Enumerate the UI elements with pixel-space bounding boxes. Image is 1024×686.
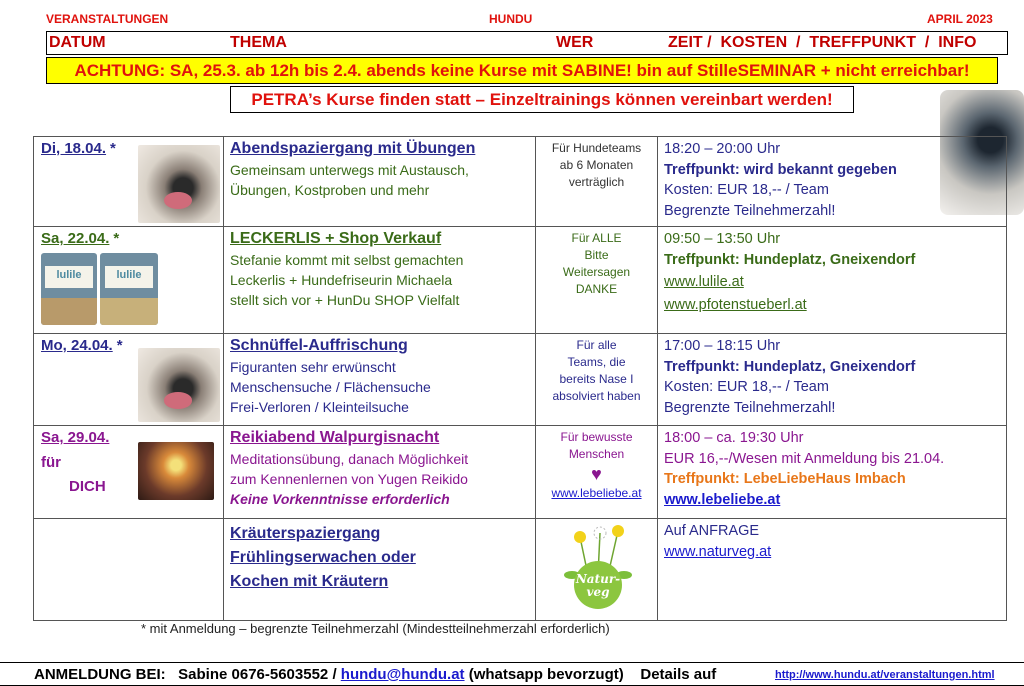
table-row xyxy=(34,426,1007,519)
audience-line: Für ALLE xyxy=(571,231,622,245)
who-cell xyxy=(536,334,658,426)
description-line: Figuranten sehr erwünscht xyxy=(230,359,396,375)
description-line: Meditationsübung, danach Möglichkeit xyxy=(230,451,469,467)
description-line: Gemeinsam unterwegs mit Austausch, xyxy=(230,162,469,178)
pfotenstueberl-link[interactable]: www.pfotenstueberl.at xyxy=(664,296,807,313)
theme-cell xyxy=(224,227,536,334)
date-cell xyxy=(34,334,224,426)
event-info xyxy=(664,229,1006,315)
dog-photo xyxy=(138,348,220,422)
lulile-link[interactable]: www.lulile.at xyxy=(664,274,744,290)
participant-limit: Begrenzte Teilnehmerzahl! xyxy=(664,202,836,219)
naturveg-link[interactable]: www.naturveg.at xyxy=(664,543,772,560)
title-line: Frühlingserwachen oder xyxy=(230,549,416,566)
event-info xyxy=(664,336,1006,418)
meeting-point: Treffpunkt: Hundeplatz, Gneixendorf xyxy=(664,358,916,375)
date-cell xyxy=(34,137,224,227)
meeting-point: Treffpunkt: LebeLiebeHaus Imbach xyxy=(664,471,906,487)
event-info xyxy=(664,428,1006,510)
info-cell xyxy=(658,426,1007,519)
who-cell xyxy=(536,137,658,227)
petra-notice: PETRA’s Kurse finden statt – Einzeltrainings können vereinbart werden! xyxy=(230,86,854,113)
theme-cell xyxy=(224,426,536,519)
audience-text xyxy=(536,429,657,502)
info-cell xyxy=(658,334,1007,426)
audience-line: DANKE xyxy=(575,282,618,296)
audience-line: Teams, die xyxy=(567,355,626,369)
description-line: Übungen, Kostproben und mehr xyxy=(230,182,430,198)
theme-cell xyxy=(224,334,536,426)
event-title xyxy=(230,522,535,594)
meeting-point: Treffpunkt: wird bekannt gegeben xyxy=(664,161,897,178)
who-cell xyxy=(536,426,658,519)
who-cell xyxy=(536,227,658,334)
audience-text xyxy=(536,337,657,405)
event-cost: Kosten: EUR 18,-- / Team xyxy=(664,182,829,198)
dich-label: DICH xyxy=(69,478,106,495)
event-title: Schnüffel-Auffrischung xyxy=(230,337,408,354)
warning-notice: ACHTUNG: SA, 25.3. ab 12h bis 2.4. abends keine Kurse mit SABINE! bin auf StilleSEMINAR + nicht erreichbar! xyxy=(46,57,998,84)
table-row xyxy=(34,519,1007,621)
heart-icon: ♥ xyxy=(591,464,602,484)
audience-line: bereits Nase I xyxy=(559,372,634,386)
event-info xyxy=(664,139,1006,221)
who-cell xyxy=(536,519,658,621)
event-date: Mo, 24.04. xyxy=(41,337,113,354)
events-table xyxy=(33,136,1007,621)
jar-label: lulile xyxy=(45,266,92,288)
table-row xyxy=(34,137,1007,227)
registration-label: ANMELDUNG BEI: Sabine 0676-5603552 / xyxy=(34,666,341,683)
treats-jar-photo xyxy=(41,253,97,325)
for-label: für xyxy=(41,454,61,471)
participant-limit: Begrenzte Teilnehmerzahl! xyxy=(664,399,836,416)
asterisk-mark: * xyxy=(113,230,120,247)
table-row xyxy=(34,334,1007,426)
event-time: 18:00 – ca. 19:30 Uhr xyxy=(664,430,804,446)
candles-photo xyxy=(138,442,214,500)
theme-cell xyxy=(224,137,536,227)
dog-photo xyxy=(138,145,220,223)
event-title: Reikiabend Walpurgisnacht xyxy=(230,429,440,446)
event-title: LECKERLIS + Shop Verkauf xyxy=(230,230,442,247)
logo-text: veg xyxy=(586,585,610,599)
treats-jar-photo xyxy=(100,253,158,325)
audience-text xyxy=(536,140,657,191)
description-line: Leckerlis + Hundefriseurin Michaela xyxy=(230,272,453,288)
description-line: zum Kennenlernen von Yugen Reikido xyxy=(230,471,468,487)
column-header-who: WER xyxy=(556,34,594,51)
event-title: Abendspaziergang mit Übungen xyxy=(230,140,476,157)
registration-footer xyxy=(0,662,1024,686)
lebeliebe-link[interactable]: www.lebeliebe.at xyxy=(551,486,642,500)
event-date: Sa, 22.04. xyxy=(41,230,110,247)
date-cell xyxy=(34,227,224,334)
audience-line: Für Hundeteams xyxy=(551,141,642,155)
theme-cell xyxy=(224,519,536,621)
asterisk-mark: * xyxy=(116,337,123,354)
audience-line: absolviert haben xyxy=(552,389,641,403)
audience-text xyxy=(536,230,657,298)
column-header-date: DATUM xyxy=(49,34,106,51)
header-brand-label: HUNDU xyxy=(489,12,533,26)
info-cell xyxy=(658,519,1007,621)
event-time: 18:20 – 20:00 Uhr xyxy=(664,141,781,157)
meeting-point: Treffpunkt: Hundeplatz, Gneixendorf xyxy=(664,251,916,268)
table-row xyxy=(34,227,1007,334)
event-time: 17:00 – 18:15 Uhr xyxy=(664,338,781,354)
audience-line: ab 6 Monaten xyxy=(559,158,634,172)
date-cell xyxy=(34,519,224,621)
audience-line: Für alle xyxy=(576,338,617,352)
event-description xyxy=(230,160,535,200)
audience-line: Bitte xyxy=(584,248,609,262)
audience-line: Menschen xyxy=(568,447,625,461)
whatsapp-note: (whatsapp bevorzugt) Details auf xyxy=(464,666,721,683)
event-description xyxy=(230,250,535,310)
event-cost: EUR 16,--/Wesen mit Anmeldung bis 21.04. xyxy=(664,450,945,467)
email-link[interactable]: hundu@hundu.at xyxy=(340,666,465,683)
footnote: * mit Anmeldung – begrenzte Teilnehmerzahl (Mindestteilnehmerzahl erforderlich) xyxy=(141,621,610,636)
header-left-label: VERANSTALTUNGEN xyxy=(46,12,169,26)
event-time: Auf ANFRAGE xyxy=(664,523,760,539)
event-info xyxy=(664,521,1006,562)
details-url-link[interactable]: http://www.hundu.at/veranstaltungen.html xyxy=(775,669,995,681)
jar-label: lulile xyxy=(105,266,154,288)
event-description xyxy=(230,449,535,509)
naturveg-logo xyxy=(558,523,638,615)
description-line: Frei-Verloren / Kleinteilsuche xyxy=(230,399,409,415)
column-header-info: ZEIT / KOSTEN / TREFFPUNKT / INFO xyxy=(668,34,977,51)
event-time: 09:50 – 13:50 Uhr xyxy=(664,231,781,247)
audience-line: verträglich xyxy=(568,175,625,189)
header-month-label: APRIL 2023 xyxy=(927,12,993,26)
column-header-bar xyxy=(46,31,1008,55)
logo-text: Natur- xyxy=(575,572,621,586)
title-line: Kochen mit Kräutern xyxy=(230,573,389,590)
footer-text xyxy=(34,666,720,683)
event-date: Sa, 29.04. xyxy=(41,429,110,446)
lebeliebe-link[interactable]: www.lebeliebe.at xyxy=(664,491,781,508)
asterisk-mark: * xyxy=(110,140,116,157)
description-line: Stefanie kommt mit selbst gemachten xyxy=(230,252,464,268)
event-description xyxy=(230,357,535,417)
column-header-theme: THEMA xyxy=(230,34,287,51)
title-line: Kräuterspaziergang xyxy=(230,525,381,542)
event-note: Keine Vorkenntnisse erforderlich xyxy=(230,491,450,507)
event-cost: Kosten: EUR 18,-- / Team xyxy=(664,379,829,395)
info-cell xyxy=(658,137,1007,227)
date-cell xyxy=(34,426,224,519)
description-line: stellt sich vor + HunDu SHOP Vielfalt xyxy=(230,292,460,308)
event-date: Di, 18.04. xyxy=(41,140,107,157)
description-line: Menschensuche / Flächensuche xyxy=(230,379,431,395)
audience-line: Weitersagen xyxy=(562,265,631,279)
audience-line: Für bewusste xyxy=(560,430,633,444)
info-cell xyxy=(658,227,1007,334)
